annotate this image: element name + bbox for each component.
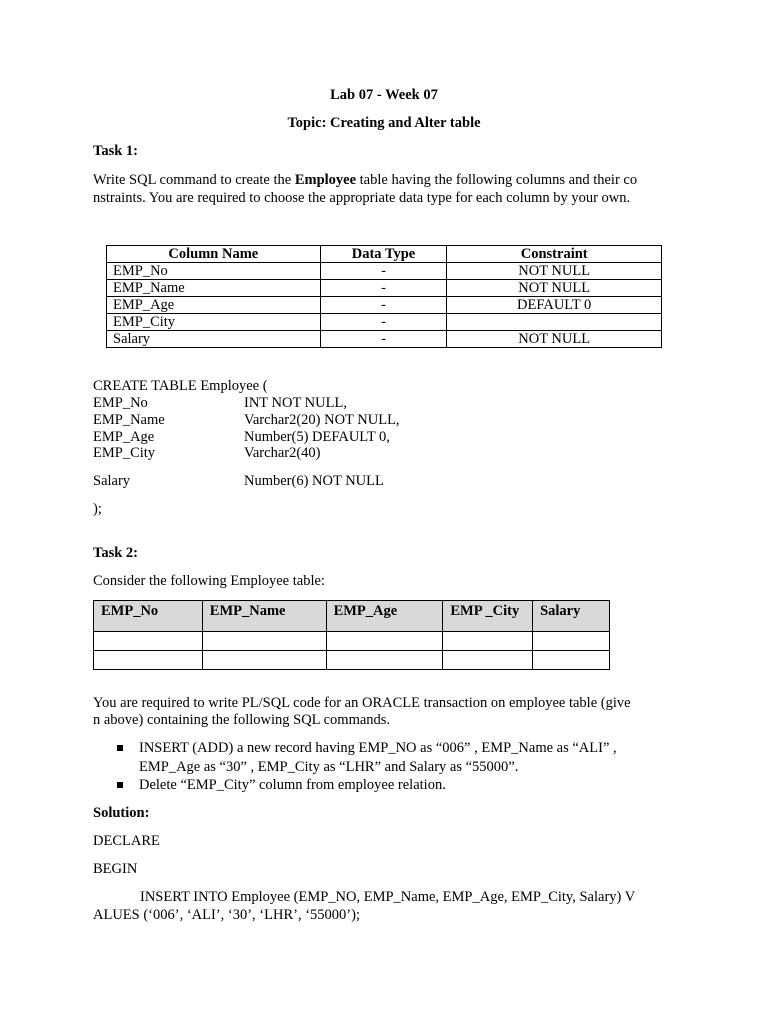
table-row — [107, 331, 662, 348]
code-insert-line1: INSERT INTO Employee (EMP_NO, EMP_Name, EMP_Age, EMP_City, Salary) V — [140, 889, 636, 905]
code-begin: BEGIN — [93, 861, 138, 877]
table-cell: - — [320, 280, 447, 297]
topic-heading: Topic: Creating and Alter table — [287, 115, 481, 131]
table-header: Data Type — [320, 246, 447, 263]
table-row — [107, 314, 662, 331]
task1-para-text-end: table having the following columns and their co — [356, 172, 638, 188]
code-column-name: EMP_Age — [93, 429, 155, 445]
table-cell — [202, 632, 326, 651]
table-cell — [94, 651, 203, 670]
table-cell: NOT NULL — [447, 263, 662, 280]
table-cell — [326, 632, 443, 651]
code-declare: DECLARE — [93, 833, 160, 849]
task1-heading: Task 1: — [93, 143, 139, 159]
table-cell — [447, 314, 662, 331]
code-column-type: Varchar2(40) — [244, 445, 321, 461]
table-row — [107, 297, 662, 314]
table-header-row — [107, 246, 662, 263]
code-column-name: EMP_Name — [93, 412, 165, 428]
task1-para-text: Write SQL command to create the — [93, 172, 295, 188]
table-cell: NOT NULL — [447, 331, 662, 348]
table-header: Salary — [533, 601, 610, 632]
table-cell: Salary — [107, 331, 321, 348]
task2-paragraph-line1: You are required to write PL/SQL code for an ORACLE transaction on employee table (give — [93, 695, 631, 711]
code-create-line: CREATE TABLE Employee ( — [93, 378, 268, 394]
bullet-icon — [117, 740, 125, 747]
employee-table — [93, 600, 610, 670]
table-cell: - — [320, 263, 447, 280]
table-cell: EMP_Name — [107, 280, 321, 297]
table-cell: - — [320, 297, 447, 314]
table-header: Column Name — [107, 246, 321, 263]
table-row — [107, 263, 662, 280]
table-cell — [533, 651, 610, 670]
table-header: Constraint — [447, 246, 662, 263]
code-column-name: Salary — [93, 473, 131, 489]
table-cell — [94, 632, 203, 651]
table-header: EMP_No — [94, 601, 203, 632]
table-cell: NOT NULL — [447, 280, 662, 297]
table-header: EMP _City — [443, 601, 533, 632]
code-column-name: EMP_City — [93, 445, 156, 461]
code-column-name: EMP_No — [93, 395, 148, 411]
table-cell — [202, 651, 326, 670]
task2-heading: Task 2: — [93, 545, 139, 561]
table-cell: - — [320, 314, 447, 331]
table-cell — [443, 651, 533, 670]
bullet2: Delete “EMP_City” column from employee relation. — [139, 777, 446, 793]
table-cell: EMP_Age — [107, 297, 321, 314]
bullet1-line2: EMP_Age as “30” , EMP_City as “LHR” and Salary as “55000”. — [139, 759, 519, 775]
task1-para-bold: Employee — [294, 172, 357, 188]
task1-paragraph-line2: nstraints. You are required to choose the appropriate data type for each column by your own. — [93, 190, 631, 206]
code-insert-line2: ALUES (‘006’, ‘ALI’, ‘30’, ‘LHR’, ‘55000’); — [93, 907, 360, 923]
table-cell: DEFAULT 0 — [447, 297, 662, 314]
code-column-type: Number(6) NOT NULL — [244, 473, 384, 489]
table-cell — [326, 651, 443, 670]
table-cell: EMP_No — [107, 263, 321, 280]
code-column-type: INT NOT NULL, — [244, 395, 347, 411]
column-spec-table — [106, 245, 662, 348]
table-row — [94, 632, 610, 651]
solution-heading: Solution: — [93, 805, 150, 821]
table-cell: - — [320, 331, 447, 348]
table-row — [107, 280, 662, 297]
table-cell — [443, 632, 533, 651]
code-column-type: Varchar2(20) NOT NULL, — [244, 412, 400, 428]
page-title: Lab 07 - Week 07 — [330, 87, 438, 103]
table-header: EMP_Name — [202, 601, 326, 632]
table-cell: EMP_City — [107, 314, 321, 331]
bullet1-line1: INSERT (ADD) a new record having EMP_NO as “006” , EMP_Name as “ALI” , — [139, 740, 617, 756]
table-cell — [533, 632, 610, 651]
bullet-icon — [117, 777, 125, 784]
task2-intro: Consider the following Employee table: — [93, 573, 325, 589]
code-column-type: Number(5) DEFAULT 0, — [244, 429, 390, 445]
task2-paragraph-line2: n above) containing the following SQL commands. — [93, 712, 391, 728]
table-header: EMP_Age — [326, 601, 443, 632]
task1-paragraph-line1 — [93, 172, 637, 189]
code-close: ); — [93, 501, 102, 517]
table-header-row — [94, 601, 610, 632]
table-row — [94, 651, 610, 670]
